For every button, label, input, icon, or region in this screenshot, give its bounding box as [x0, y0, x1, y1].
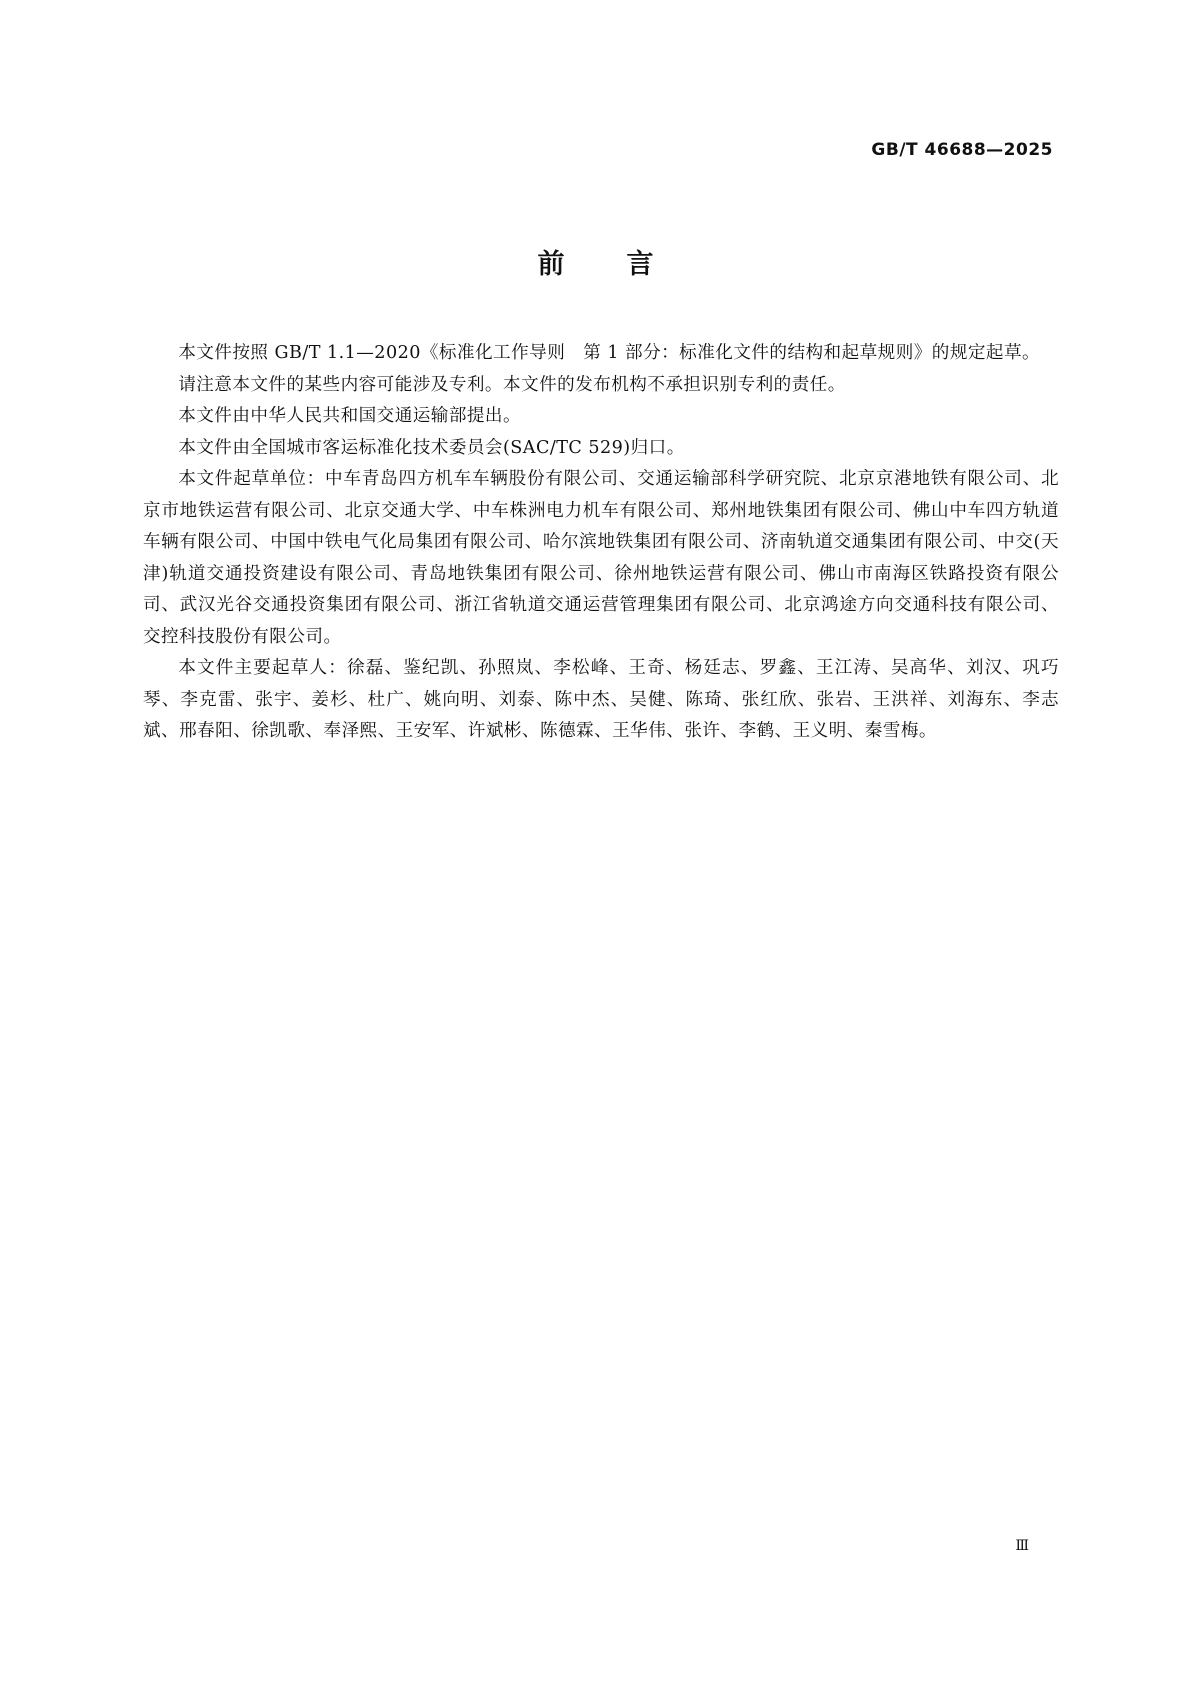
standard-number: GB/T 46688—2025	[871, 140, 1053, 160]
paragraph-drafting-rules: 本文件按照 GB/T 1.1—2020《标准化工作导则 第 1 部分：标准化文件的结构和起草规则》的规定起草。	[178, 343, 1041, 363]
paragraph-technical-committee: 本文件由全国城市客运标准化技术委员会(SAC/TC 529)归口。	[178, 437, 685, 458]
page-title-char-2: 言	[626, 249, 654, 280]
paragraph-proposer: 本文件由中华人民共和国交通运输部提出。	[178, 406, 522, 426]
page-number: Ⅲ	[1015, 1538, 1029, 1554]
page-title	[0, 242, 1191, 281]
paragraph-drafting-organizations: 本文件起草单位：中车青岛四方机车车辆股份有限公司、交通运输部科学研究院、北京京港地铁有限公司、北京市地铁运营有限公司、北京交通大学、中车株洲电力机车有限公司、郑州地铁集团有限公司、佛山中车四方轨道车辆有限公司、中国中铁电气化局集团有限公司、哈尔滨地铁集团有限公司、济南轨道交通集团有限公司、中交(天津)轨道交通投资建设有限公司、青岛地铁集团有限公司、徐州地铁运营有限公司、佛山市南海区铁路投资有限公司、武汉光谷交通投资集团有限公司、浙江省轨道交通运营管理集团有限公司、北京鸿途方向交通科技有限公司、交控科技股份有限公司。	[143, 469, 1059, 647]
page-title-char-1: 前	[537, 249, 565, 280]
paragraph-drafters: 本文件主要起草人：徐磊、鉴纪凯、孙照岚、李松峰、王奇、杨廷志、罗鑫、王江涛、吴高华、刘汉、巩巧琴、李克雷、张宇、姜杉、杜广、姚向明、刘泰、陈中杰、吴健、陈琦、张红欣、张岩、王洪祥、刘海东、李志斌、邢春阳、徐凯歌、奉泽熙、王安军、许斌彬、陈德霖、王华伟、张许、李鹤、王义明、秦雪梅。	[143, 658, 1059, 741]
paragraph-patent-notice: 请注意本文件的某些内容可能涉及专利。本文件的发布机构不承担识别专利的责任。	[178, 374, 846, 395]
foreword-body	[143, 338, 1059, 748]
